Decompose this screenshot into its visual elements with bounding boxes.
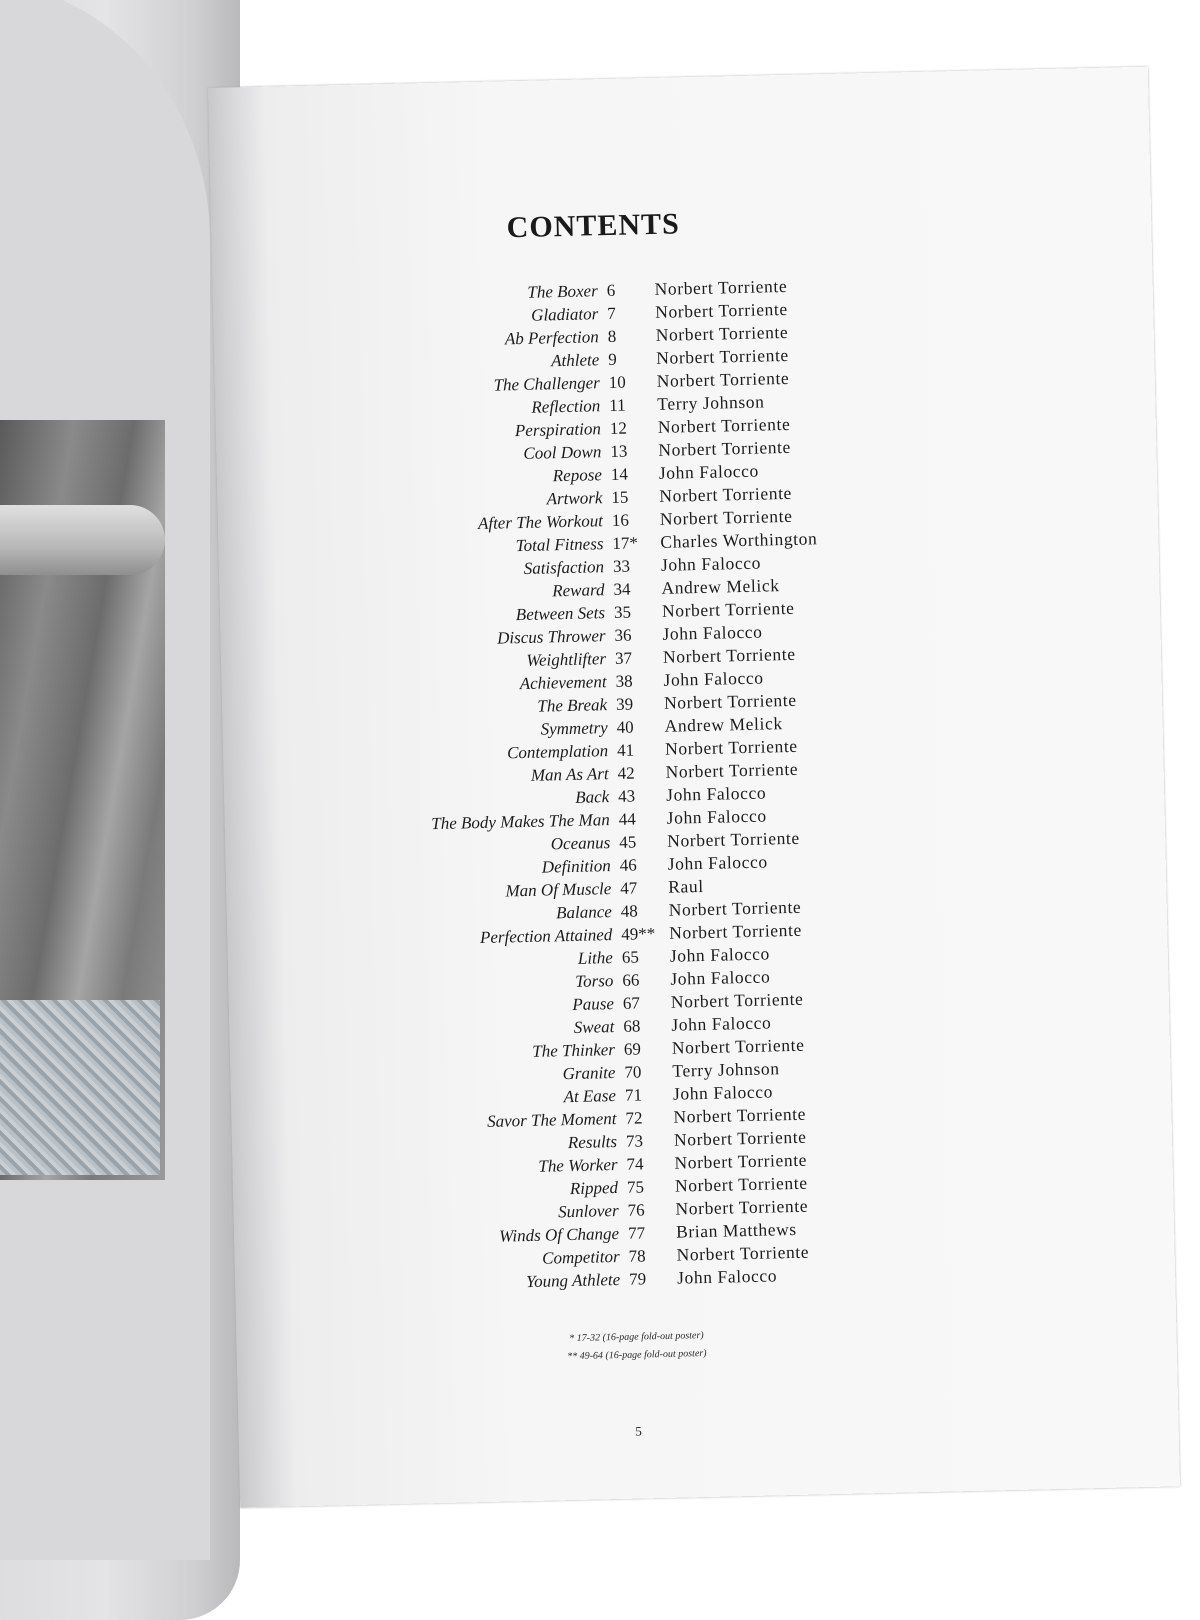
entry-page: 72 [625, 1108, 643, 1128]
entry-page: 42 [617, 763, 635, 783]
entry-title: Winds Of Change [498, 1223, 620, 1246]
entry-author: John Falocco [676, 1265, 778, 1288]
entry-author: Norbert Torriente [664, 735, 798, 759]
entry-page: 12 [609, 418, 628, 438]
entry-page: 76 [627, 1200, 645, 1220]
entry-page: 36 [614, 625, 632, 645]
entry-author: Raul [668, 875, 704, 897]
entry-title: Sunlover [557, 1200, 619, 1222]
photo-jeans [0, 1000, 160, 1175]
entry-title: Torso [575, 971, 614, 991]
entry-author: Norbert Torriente [674, 1172, 808, 1196]
entry-page: 34 [613, 579, 631, 599]
entry-page: 33 [612, 556, 631, 576]
entry-page: 37 [614, 648, 633, 668]
entry-author: Norbert Torriente [674, 1149, 808, 1173]
entry-page: 78 [628, 1246, 646, 1266]
entry-author: Norbert Torriente [675, 1195, 809, 1219]
entry-page: 39 [615, 694, 634, 714]
entry-author: John Falocco [667, 851, 768, 874]
entry-title: Contemplation [506, 741, 609, 763]
entry-page: 49** [621, 924, 656, 944]
entry-author: Norbert Torriente [666, 827, 800, 851]
entry-author: John Falocco [662, 621, 763, 644]
entry-title: Young Athlete [525, 1269, 621, 1292]
entry-page: 38 [615, 671, 633, 691]
entry-title: Reflection [531, 396, 601, 417]
entry-page: 77 [627, 1223, 646, 1243]
entry-author: John Falocco [665, 782, 767, 805]
entry-page: 74 [626, 1154, 644, 1174]
entry-page: 73 [625, 1131, 644, 1151]
entry-page: 67 [622, 993, 641, 1013]
entry-page: 17* [612, 533, 639, 553]
entry-title: Achievement [519, 672, 607, 694]
entry-page: 44 [618, 809, 636, 829]
photograph [0, 420, 165, 1180]
entry-page: 68 [623, 1016, 641, 1036]
entry-author: Norbert Torriente [669, 919, 803, 943]
entry-page: 7 [607, 303, 616, 323]
entry-author: Norbert Torriente [663, 689, 797, 713]
entry-title: Pause [572, 994, 615, 1014]
footnotes [166, 1318, 1107, 1375]
entry-page: 11 [609, 395, 626, 415]
entry-title: Gladiator [530, 304, 599, 325]
entry-title: Sweat [573, 1017, 615, 1037]
entry-author: Norbert Torriente [656, 367, 790, 391]
entry-title: Competitor [541, 1246, 620, 1268]
entry-author: John Falocco [666, 805, 767, 828]
entry-author: Terry Johnson [672, 1058, 780, 1081]
page-title: CONTENTS [506, 207, 681, 245]
entry-title: Lithe [577, 948, 614, 968]
entry-title: Satisfaction [523, 557, 605, 578]
entry-title: Repose [552, 465, 603, 486]
entry-author: Norbert Torriente [670, 988, 804, 1012]
entry-page: 10 [608, 372, 626, 392]
entry-page: 71 [624, 1085, 643, 1105]
entry-page: 6 [606, 280, 616, 301]
entry-author: Norbert Torriente [654, 298, 788, 322]
entry-page: 14 [610, 464, 629, 484]
entry-title: Man Of Muscle [505, 879, 612, 901]
entry-author: Andrew Melick [664, 713, 783, 736]
entry-page: 43 [617, 786, 636, 806]
entry-page: 70 [624, 1062, 642, 1082]
entry-page: 15 [611, 487, 629, 507]
entry-title: Reward [552, 580, 605, 601]
entry-author: Brian Matthews [675, 1218, 797, 1242]
entry-title: Granite [562, 1063, 616, 1084]
entry-page: 46 [619, 855, 637, 875]
entry-author: Norbert Torriente [659, 505, 793, 529]
entry-title: Weightlifter [526, 649, 607, 670]
entry-page: 69 [623, 1039, 642, 1059]
footnote: * 17-32 (16-page fold-out poster) [569, 1330, 704, 1345]
entry-title: Definition [541, 856, 611, 877]
entry-author: Norbert Torriente [655, 321, 789, 345]
entry-author: Norbert Torriente [673, 1126, 807, 1150]
entry-author: John Falocco [670, 966, 771, 989]
entry-title: Savor The Moment [486, 1109, 617, 1131]
entry-title: Cool Down [523, 442, 602, 463]
entry-page: 66 [622, 970, 640, 990]
entry-title: Between Sets [515, 603, 606, 625]
entry-author: Norbert Torriente [668, 896, 802, 920]
entry-author: Norbert Torriente [654, 275, 788, 299]
entry-title: The Boxer [527, 281, 598, 302]
entry-author: John Falocco [671, 1012, 772, 1035]
entry-title: After The Workout [477, 511, 604, 533]
entry-page: 47 [620, 878, 638, 898]
entry-page: 8 [607, 326, 617, 346]
entry-author: Norbert Torriente [659, 482, 793, 506]
entry-page: 79 [628, 1269, 647, 1289]
entry-page: 40 [616, 717, 634, 737]
entry-page: 41 [616, 740, 635, 760]
entry-title: Symmetry [540, 718, 608, 739]
photo-arm [0, 505, 165, 575]
entry-author: Norbert Torriente [676, 1241, 810, 1265]
entry-title: Ripped [569, 1177, 619, 1199]
contents-list [213, 267, 1153, 1292]
entry-author: Norbert Torriente [658, 436, 792, 460]
entry-author: Norbert Torriente [673, 1103, 807, 1127]
entry-author: John Falocco [660, 552, 762, 575]
entry-title: Oceanus [550, 833, 611, 854]
entry-page: 9 [608, 349, 617, 369]
entry-page: 35 [613, 602, 632, 622]
entry-page: 13 [610, 441, 628, 461]
entry-author: John Falocco [658, 460, 760, 483]
page-number: 5 [635, 1423, 643, 1439]
entry-title: Discus Thrower [496, 626, 606, 648]
entry-title: Total Fitness [515, 534, 604, 556]
entry-title: At Ease [563, 1086, 617, 1107]
entry-title: Perfection Attained [479, 925, 613, 948]
entry-page: 65 [621, 947, 640, 967]
entry-author: Terry Johnson [657, 391, 765, 414]
entry-author: John Falocco [669, 943, 771, 966]
entry-title: The Thinker [532, 1040, 616, 1061]
entry-author: Norbert Torriente [665, 758, 799, 782]
entry-title: The Worker [538, 1154, 618, 1176]
entry-author: John Falocco [663, 667, 764, 690]
entry-title: The Challenger [493, 373, 601, 395]
entry-title: Perspiration [514, 419, 602, 441]
entry-page: 45 [619, 832, 637, 852]
entry-title: The Body Makes The Man [431, 810, 610, 834]
entry-title: Ab Perfection [504, 327, 599, 349]
entry-author: John Falocco [672, 1081, 774, 1104]
entry-title: Balance [555, 902, 613, 923]
entry-page: 75 [626, 1177, 645, 1197]
entry-author: Charles Worthington [660, 528, 818, 552]
entry-title: Man As Art [530, 764, 609, 785]
footnote: ** 49-64 (16-page fold-out poster) [567, 1348, 707, 1363]
entry-page: 48 [620, 901, 638, 921]
entry-author: Norbert Torriente [661, 597, 795, 621]
entry-author: Norbert Torriente [671, 1034, 805, 1058]
entry-title: Back [574, 787, 610, 807]
entry-author: Norbert Torriente [657, 413, 791, 437]
entry-title: Results [567, 1131, 618, 1153]
entry-author: Andrew Melick [661, 575, 780, 598]
entry-author: Norbert Torriente [662, 643, 796, 667]
entry-author: Norbert Torriente [656, 344, 790, 368]
entry-title: Artwork [546, 488, 603, 509]
entry-page: 16 [611, 510, 630, 530]
entry-title: The Break [537, 695, 608, 716]
entry-title: Athlete [550, 350, 600, 371]
contents-page [208, 67, 1180, 1508]
